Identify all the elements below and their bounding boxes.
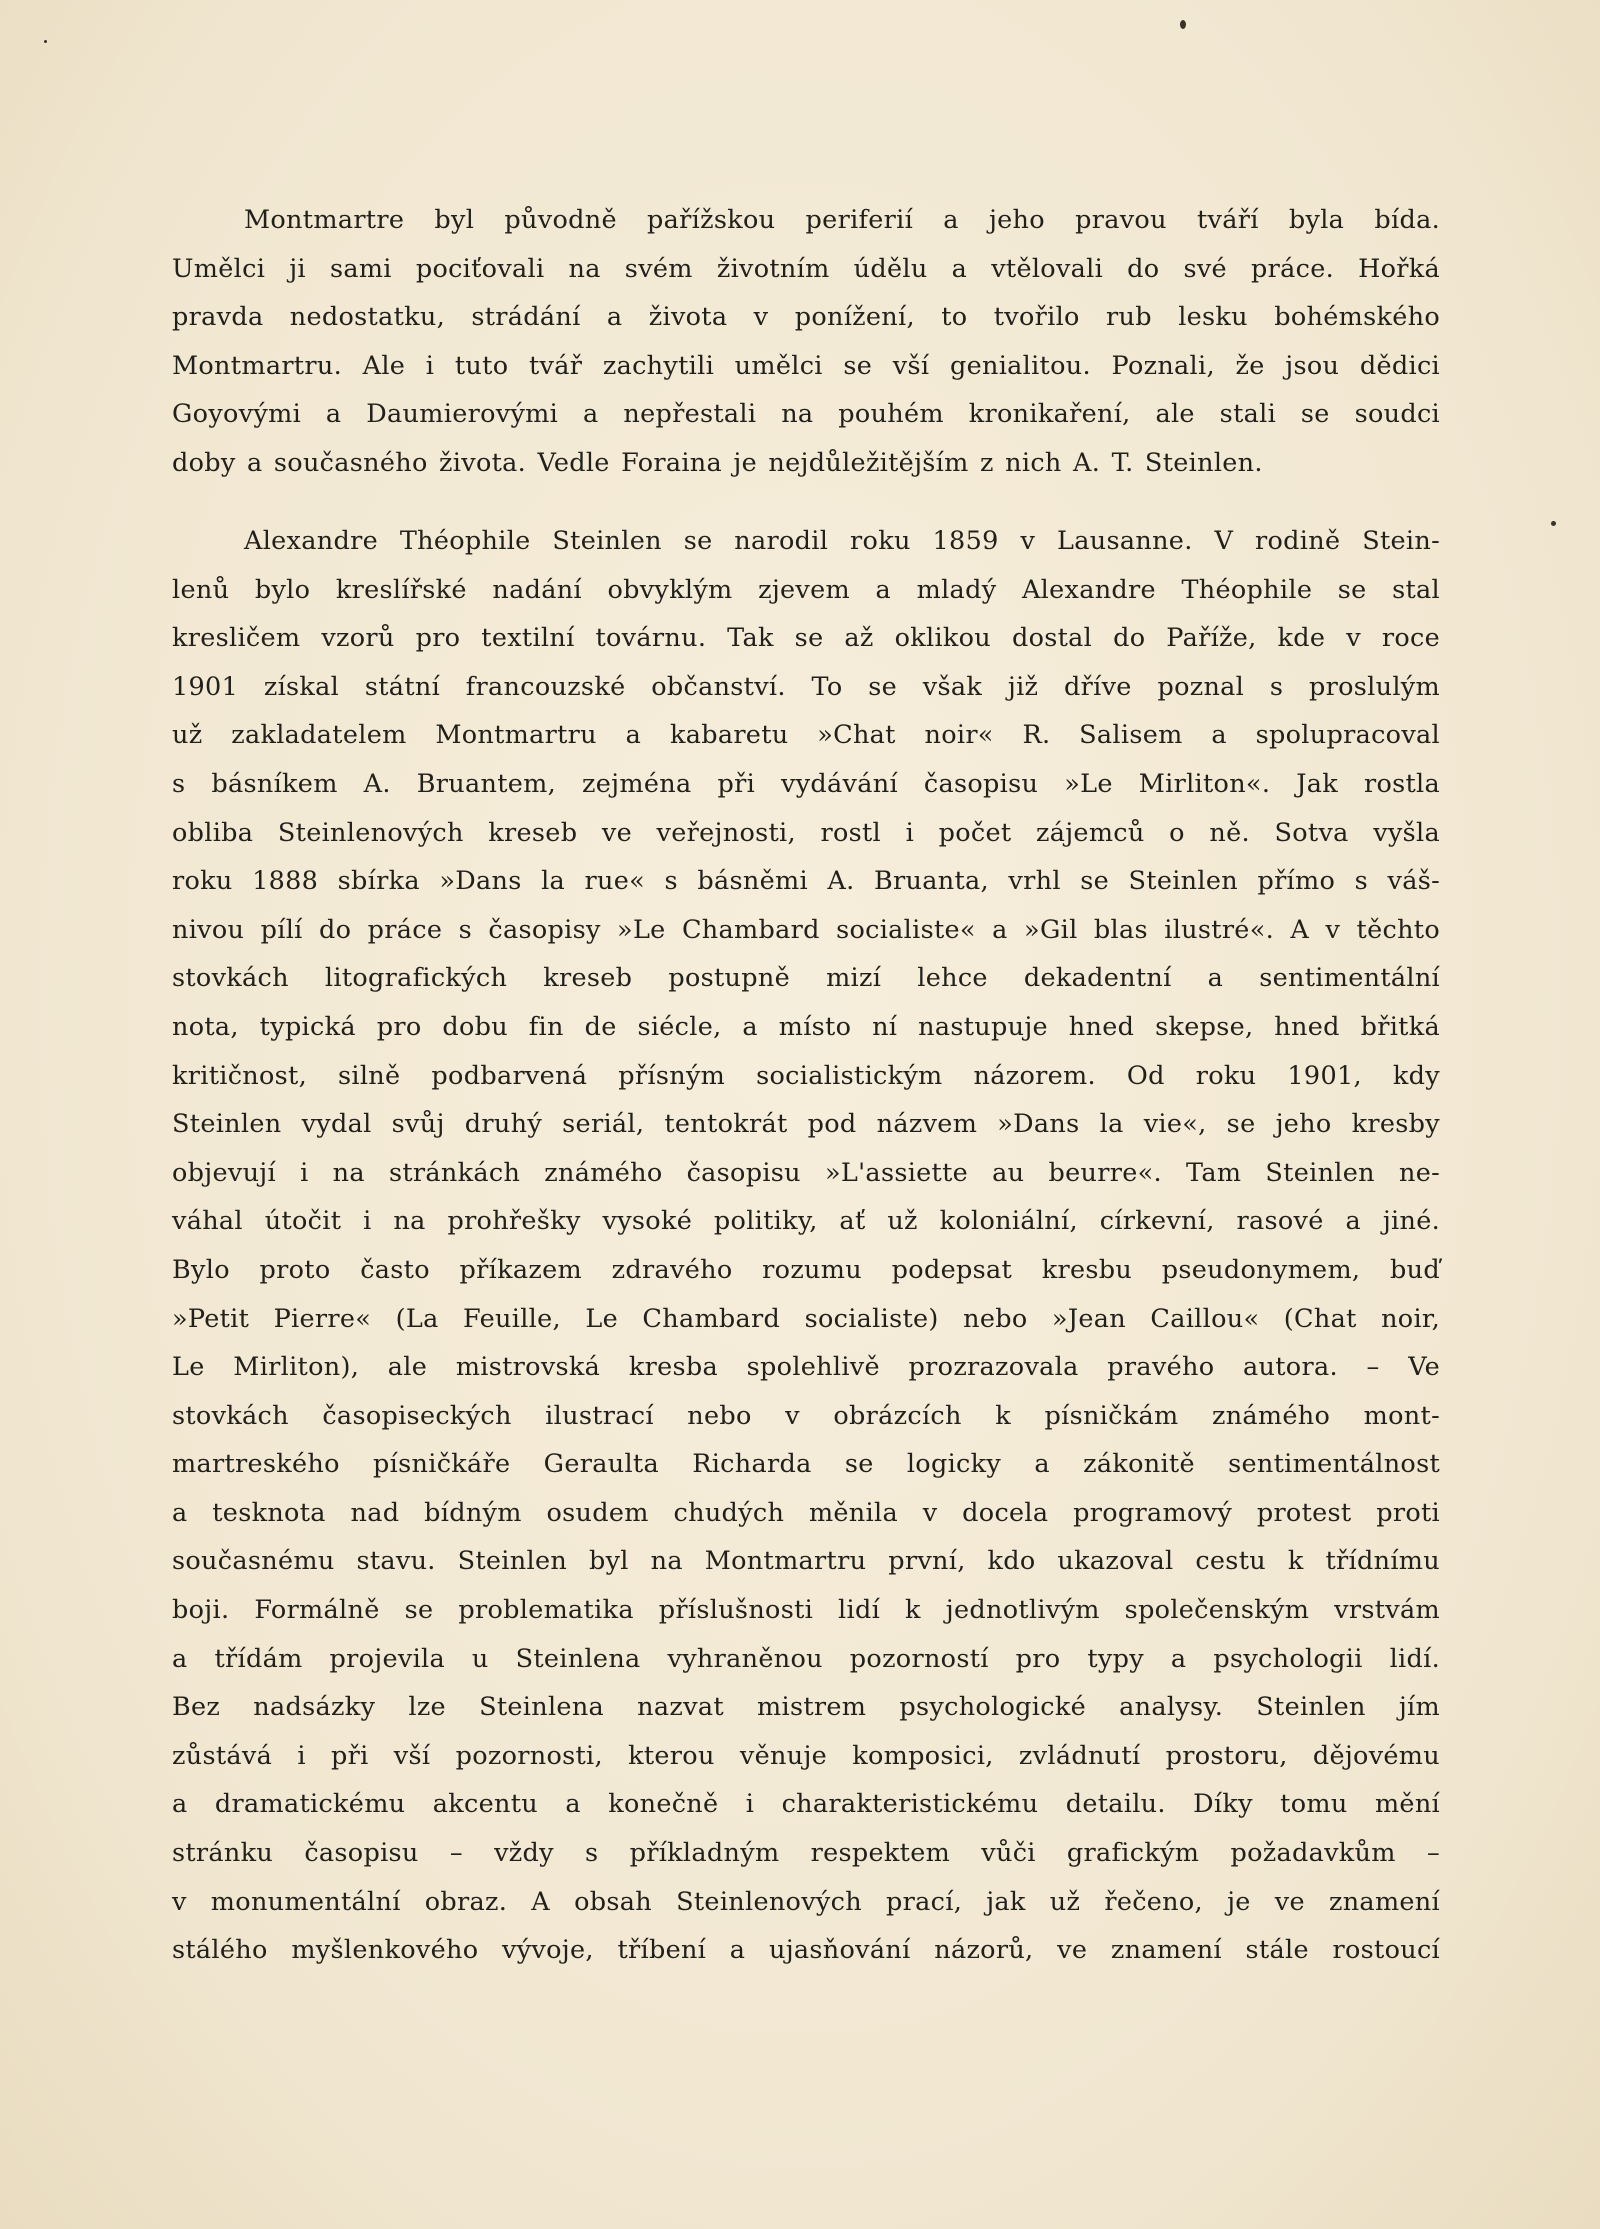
text-line: kresličem vzorů pro textilní továrnu. Tak se až oklikou dostal do Paříže, kde v roce bbox=[172, 623, 1440, 654]
text-line: Steinlen vydal svůj druhý seriál, tentokrát pod názvem »Dans la vie«, se jeho kresby bbox=[172, 1109, 1440, 1140]
text-line: obliba Steinlenových kreseb ve veřejnosti, rostl i počet zájemců o ně. Sotva vyšla bbox=[172, 817, 1440, 848]
text-line: nota, typická pro dobu fin de siécle, a místo ní nastupuje hned skepse, hned břitká bbox=[172, 1011, 1440, 1042]
paragraph-steinlen-biography bbox=[172, 517, 1440, 1975]
text-line: boji. Formálně se problematika příslušnosti lidí k jednotlivým společenským vrstvám bbox=[172, 1595, 1440, 1626]
text-line: Alexandre Théophile Steinlen se narodil roku 1859 v Lausanne. V rodině Stein- bbox=[244, 526, 1440, 556]
text-line: Montmartre byl původně pařížskou periferií a jeho pravou tváří byla bída. bbox=[244, 205, 1440, 235]
paragraph-montmartre bbox=[172, 196, 1440, 488]
text-line: stránku časopisu – vždy s příkladným respektem vůči grafickým požadavkům – bbox=[172, 1838, 1440, 1869]
text-line: Umělci ji sami pociťovali na svém životním údělu a vtělovali do své práce. Hořká bbox=[172, 253, 1440, 284]
text-line: nivou pílí do práce s časopisy »Le Chambard socialiste« a »Gil blas ilustré«. A v těchto bbox=[172, 914, 1440, 945]
text-line: lenů bylo kreslířské nadání obvyklým zjevem a mladý Alexandre Théophile se stal bbox=[172, 574, 1440, 605]
text-line: objevují i na stránkách známého časopisu »L'assiette au beurre«. Tam Steinlen ne- bbox=[172, 1157, 1440, 1188]
text-line: zůstává i při vší pozornosti, kterou věnuje komposici, zvládnutí prostoru, dějovému bbox=[172, 1740, 1440, 1771]
scan-speck bbox=[1551, 521, 1556, 526]
text-line: stovkách časopiseckých ilustrací nebo v obrázcích k písničkám známého mont- bbox=[172, 1400, 1440, 1431]
text-line: Goyovými a Daumierovými a nepřestali na pouhém kronikaření, ale stali se soudci bbox=[172, 399, 1440, 430]
text-line: a dramatickému akcentu a konečně i charakteristickému detailu. Díky tomu mění bbox=[172, 1789, 1440, 1820]
text-line: Le Mirliton), ale mistrovská kresba spolehlivě prozrazovala pravého autora. – Ve bbox=[172, 1352, 1440, 1383]
text-line: martreského písničkáře Geraulta Richarda se logicky a zákonitě sentimentálnost bbox=[172, 1449, 1440, 1480]
text-line: kritičnost, silně podbarvená přísným socialistickým názorem. Od roku 1901, kdy bbox=[172, 1060, 1440, 1091]
text-line: váhal útočit i na prohřešky vysoké politiky, ať už koloniální, církevní, rasové a jiné. bbox=[172, 1206, 1440, 1237]
scan-speck bbox=[44, 40, 47, 43]
text-line: současnému stavu. Steinlen byl na Montmartru první, kdo ukazoval cestu k třídnímu bbox=[172, 1546, 1440, 1577]
scan-speck bbox=[1180, 20, 1186, 29]
text-line: »Petit Pierre« (La Feuille, Le Chambard socialiste) nebo »Jean Caillou« (Chat noir, bbox=[172, 1303, 1440, 1334]
text-line: pravda nedostatku, strádání a života v ponížení, to tvořilo rub lesku bohémského bbox=[172, 302, 1440, 333]
text-line: s básníkem A. Bruantem, zejména při vydávání časopisu »Le Mirliton«. Jak rostla bbox=[172, 768, 1440, 799]
text-line: roku 1888 sbírka »Dans la rue« s básněmi A. Bruanta, vrhl se Steinlen přímo s váš- bbox=[172, 866, 1440, 897]
text-line: doby a současného života. Vedle Foraina je nejdůležitějším z nich A. T. Steinlen. bbox=[172, 447, 1263, 478]
text-line: a tesknota nad bídným osudem chudých měnila v docela programový protest proti bbox=[172, 1497, 1440, 1528]
text-line: Bez nadsázky lze Steinlena nazvat mistrem psychologické analysy. Steinlen jím bbox=[172, 1692, 1440, 1723]
text-line: stovkách litografických kreseb postupně mizí lehce dekadentní a sentimentální bbox=[172, 963, 1440, 994]
text-line: už zakladatelem Montmartru a kabaretu »Chat noir« R. Salisem a spolupracoval bbox=[172, 720, 1440, 751]
text-line: Montmartru. Ale i tuto tvář zachytili umělci se vší genialitou. Poznali, že jsou dědici bbox=[172, 350, 1440, 381]
text-line: v monumentální obraz. A obsah Steinlenových prací, jak už řečeno, je ve znamení bbox=[172, 1886, 1440, 1917]
text-line: Bylo proto často příkazem zdravého rozumu podepsat kresbu pseudonymem, buď bbox=[172, 1254, 1440, 1285]
text-line: a třídám projevila u Steinlena vyhraněnou pozorností pro typy a psychologii lidí. bbox=[172, 1643, 1440, 1674]
text-line: 1901 získal státní francouzské občanství. To se však již dříve poznal s proslulým bbox=[172, 671, 1440, 702]
text-line: stálého myšlenkového vývoje, tříbení a ujasňování názorů, ve znamení stále rostoucí bbox=[172, 1935, 1440, 1966]
